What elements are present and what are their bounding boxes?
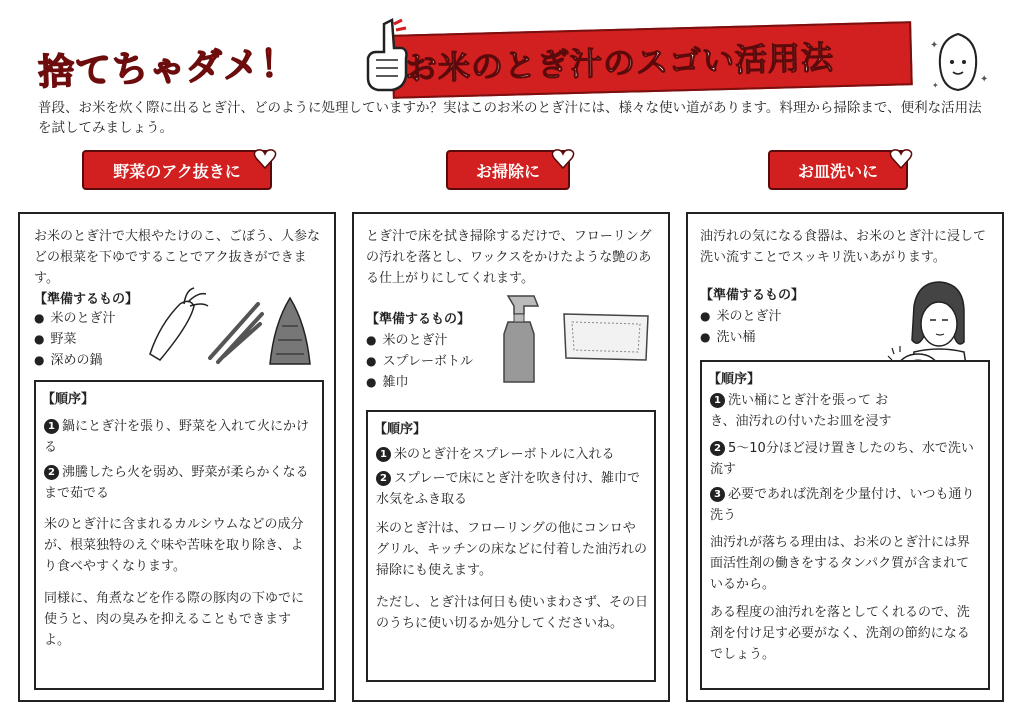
step-text: 5～10分ほど浸け置きしたのち、水で洗い流す bbox=[710, 441, 974, 477]
rice-character-icon bbox=[926, 26, 990, 96]
step-number: 1 bbox=[44, 419, 59, 434]
panel-vegetable bbox=[18, 212, 336, 702]
list-item: ● 米のとぎ汁 bbox=[700, 306, 782, 327]
spray-bottle-icon bbox=[494, 292, 554, 388]
svg-text:✦: ✦ bbox=[930, 40, 939, 51]
step-item bbox=[710, 390, 892, 432]
tag-dishes bbox=[768, 150, 908, 190]
note-text: 米のとぎ汁に含まれるカルシウムなどの成分が、根菜独特のえぐ味や苦味を取り除き、より食べやすくなります。 bbox=[44, 517, 304, 574]
list-item: ● 雑巾 bbox=[366, 372, 473, 393]
panel-lead: お米のとぎ汁で大根やたけのこ、ごぼう、人参などの根菜を下ゆですることでアク抜きができます。 bbox=[34, 229, 321, 286]
svg-text:✦: ✦ bbox=[932, 81, 939, 90]
panel-dishes bbox=[686, 212, 1004, 702]
svg-text:✦: ✦ bbox=[980, 74, 989, 85]
step-item bbox=[376, 468, 648, 510]
radish-icon bbox=[150, 288, 208, 360]
note-text: 油汚れが落ちる理由は、お米のとぎ汁には界面活性剤の働きをするタンパク質が含まれているから。 bbox=[710, 535, 971, 592]
vegetables-illustration bbox=[140, 284, 320, 374]
panel-lead: とぎ汁で床を拭き掃除するだけで、フローリングの汚れを落とし、ワックスをかけたような艶のある仕上がりにしてくれます。 bbox=[366, 229, 652, 286]
step-item bbox=[376, 444, 648, 465]
step-text: 鍋にとぎ汁を張り、野菜を入れて火にかける bbox=[44, 419, 310, 455]
list-item: ● 米のとぎ汁 bbox=[34, 308, 116, 329]
steps-heading: 【順序】 bbox=[42, 392, 95, 407]
panel-cleaning bbox=[352, 212, 670, 702]
tag-label: お皿洗いに bbox=[797, 161, 878, 181]
prep-list bbox=[700, 306, 782, 348]
panel-lead: 油汚れの気になる食器は、お米のとぎ汁に浸して洗い流すことでスッキリ洗いあがります。 bbox=[700, 229, 987, 265]
note-text: ただし、とぎ汁は何日も使いまわさず、その日のうちに使い切るか処分してくださいね。 bbox=[376, 595, 648, 631]
step-text: 洗い桶にとぎ汁を張って おき、油汚れの付いたお皿を浸す bbox=[710, 393, 892, 429]
step-text: 沸騰したら火を弱め、野菜が柔らかくなるまで茹でる bbox=[44, 465, 309, 501]
list-item: ● スプレーボトル bbox=[366, 351, 473, 372]
note-text: ある程度の油汚れを落としてくれるので、洗剤を付け足す必要がなく、洗剤の節約になるでしょう。 bbox=[710, 605, 970, 662]
cloth-icon bbox=[560, 310, 652, 364]
step-number: 3 bbox=[710, 487, 725, 502]
prep-heading: 【準備するもの】 bbox=[700, 288, 805, 303]
step-item bbox=[44, 462, 316, 504]
bamboo-shoot-icon bbox=[270, 298, 310, 364]
step-text: 必要であれば洗剤を少量付け、いつも通り洗う bbox=[710, 487, 975, 523]
steps-box bbox=[700, 360, 990, 690]
list-item: ● 米のとぎ汁 bbox=[366, 330, 473, 351]
step-item bbox=[710, 438, 982, 480]
steps-heading: 【順序】 bbox=[708, 372, 761, 387]
tag-label: お掃除に bbox=[475, 161, 540, 181]
title-right: お米のとぎ汁のスゴい活用法 bbox=[404, 38, 835, 88]
step-number: 1 bbox=[710, 393, 725, 408]
prep-heading: 【準備するもの】 bbox=[34, 292, 139, 307]
note-text: 同様に、角煮などを作る際の豚肉の下ゆでに使うと、肉の臭みを抑えることもできますよ。 bbox=[44, 591, 305, 648]
title-left: 捨てちゃダメ！ bbox=[37, 43, 298, 94]
note-text: 米のとぎ汁は、フローリングの他にコンロやグリル、キッチンの床などに付着した油汚れの掃除にも使えます。 bbox=[376, 521, 648, 578]
tag-cleaning bbox=[446, 150, 570, 190]
burdock-icon bbox=[210, 304, 262, 362]
steps-box bbox=[366, 410, 656, 682]
prep-heading: 【準備するもの】 bbox=[366, 312, 471, 327]
step-item bbox=[44, 416, 316, 458]
steps-heading: 【順序】 bbox=[374, 422, 427, 437]
heart-icon bbox=[888, 146, 914, 172]
prep-list bbox=[34, 308, 116, 371]
step-number: 2 bbox=[376, 471, 391, 486]
tag-label: 野菜のアク抜きに bbox=[113, 161, 241, 181]
step-number: 1 bbox=[376, 447, 391, 462]
step-text: スプレーで床にとぎ汁を吹き付け、雑巾で水気をふき取る bbox=[376, 471, 640, 507]
step-number: 2 bbox=[710, 441, 725, 456]
prep-list bbox=[366, 330, 473, 393]
list-item: ● 野菜 bbox=[34, 329, 116, 350]
step-item bbox=[710, 484, 982, 526]
step-text: 米のとぎ汁をスプレーボトルに入れる bbox=[394, 447, 615, 462]
step-number: 2 bbox=[44, 465, 59, 480]
list-item: ● 深めの鍋 bbox=[34, 350, 116, 371]
steps-box bbox=[34, 380, 324, 690]
heart-icon bbox=[550, 146, 576, 172]
intro-text: 普段、お米を炊く際に出るとぎ汁、どのように処理していますか？実はこのお米のとぎ汁には、様々な使い道があります。料理から掃除まで、便利な活用法を試してみましょう。 bbox=[38, 100, 982, 136]
tag-vegetable bbox=[82, 150, 272, 190]
heart-icon bbox=[252, 146, 278, 172]
list-item: ● 洗い桶 bbox=[700, 327, 782, 348]
